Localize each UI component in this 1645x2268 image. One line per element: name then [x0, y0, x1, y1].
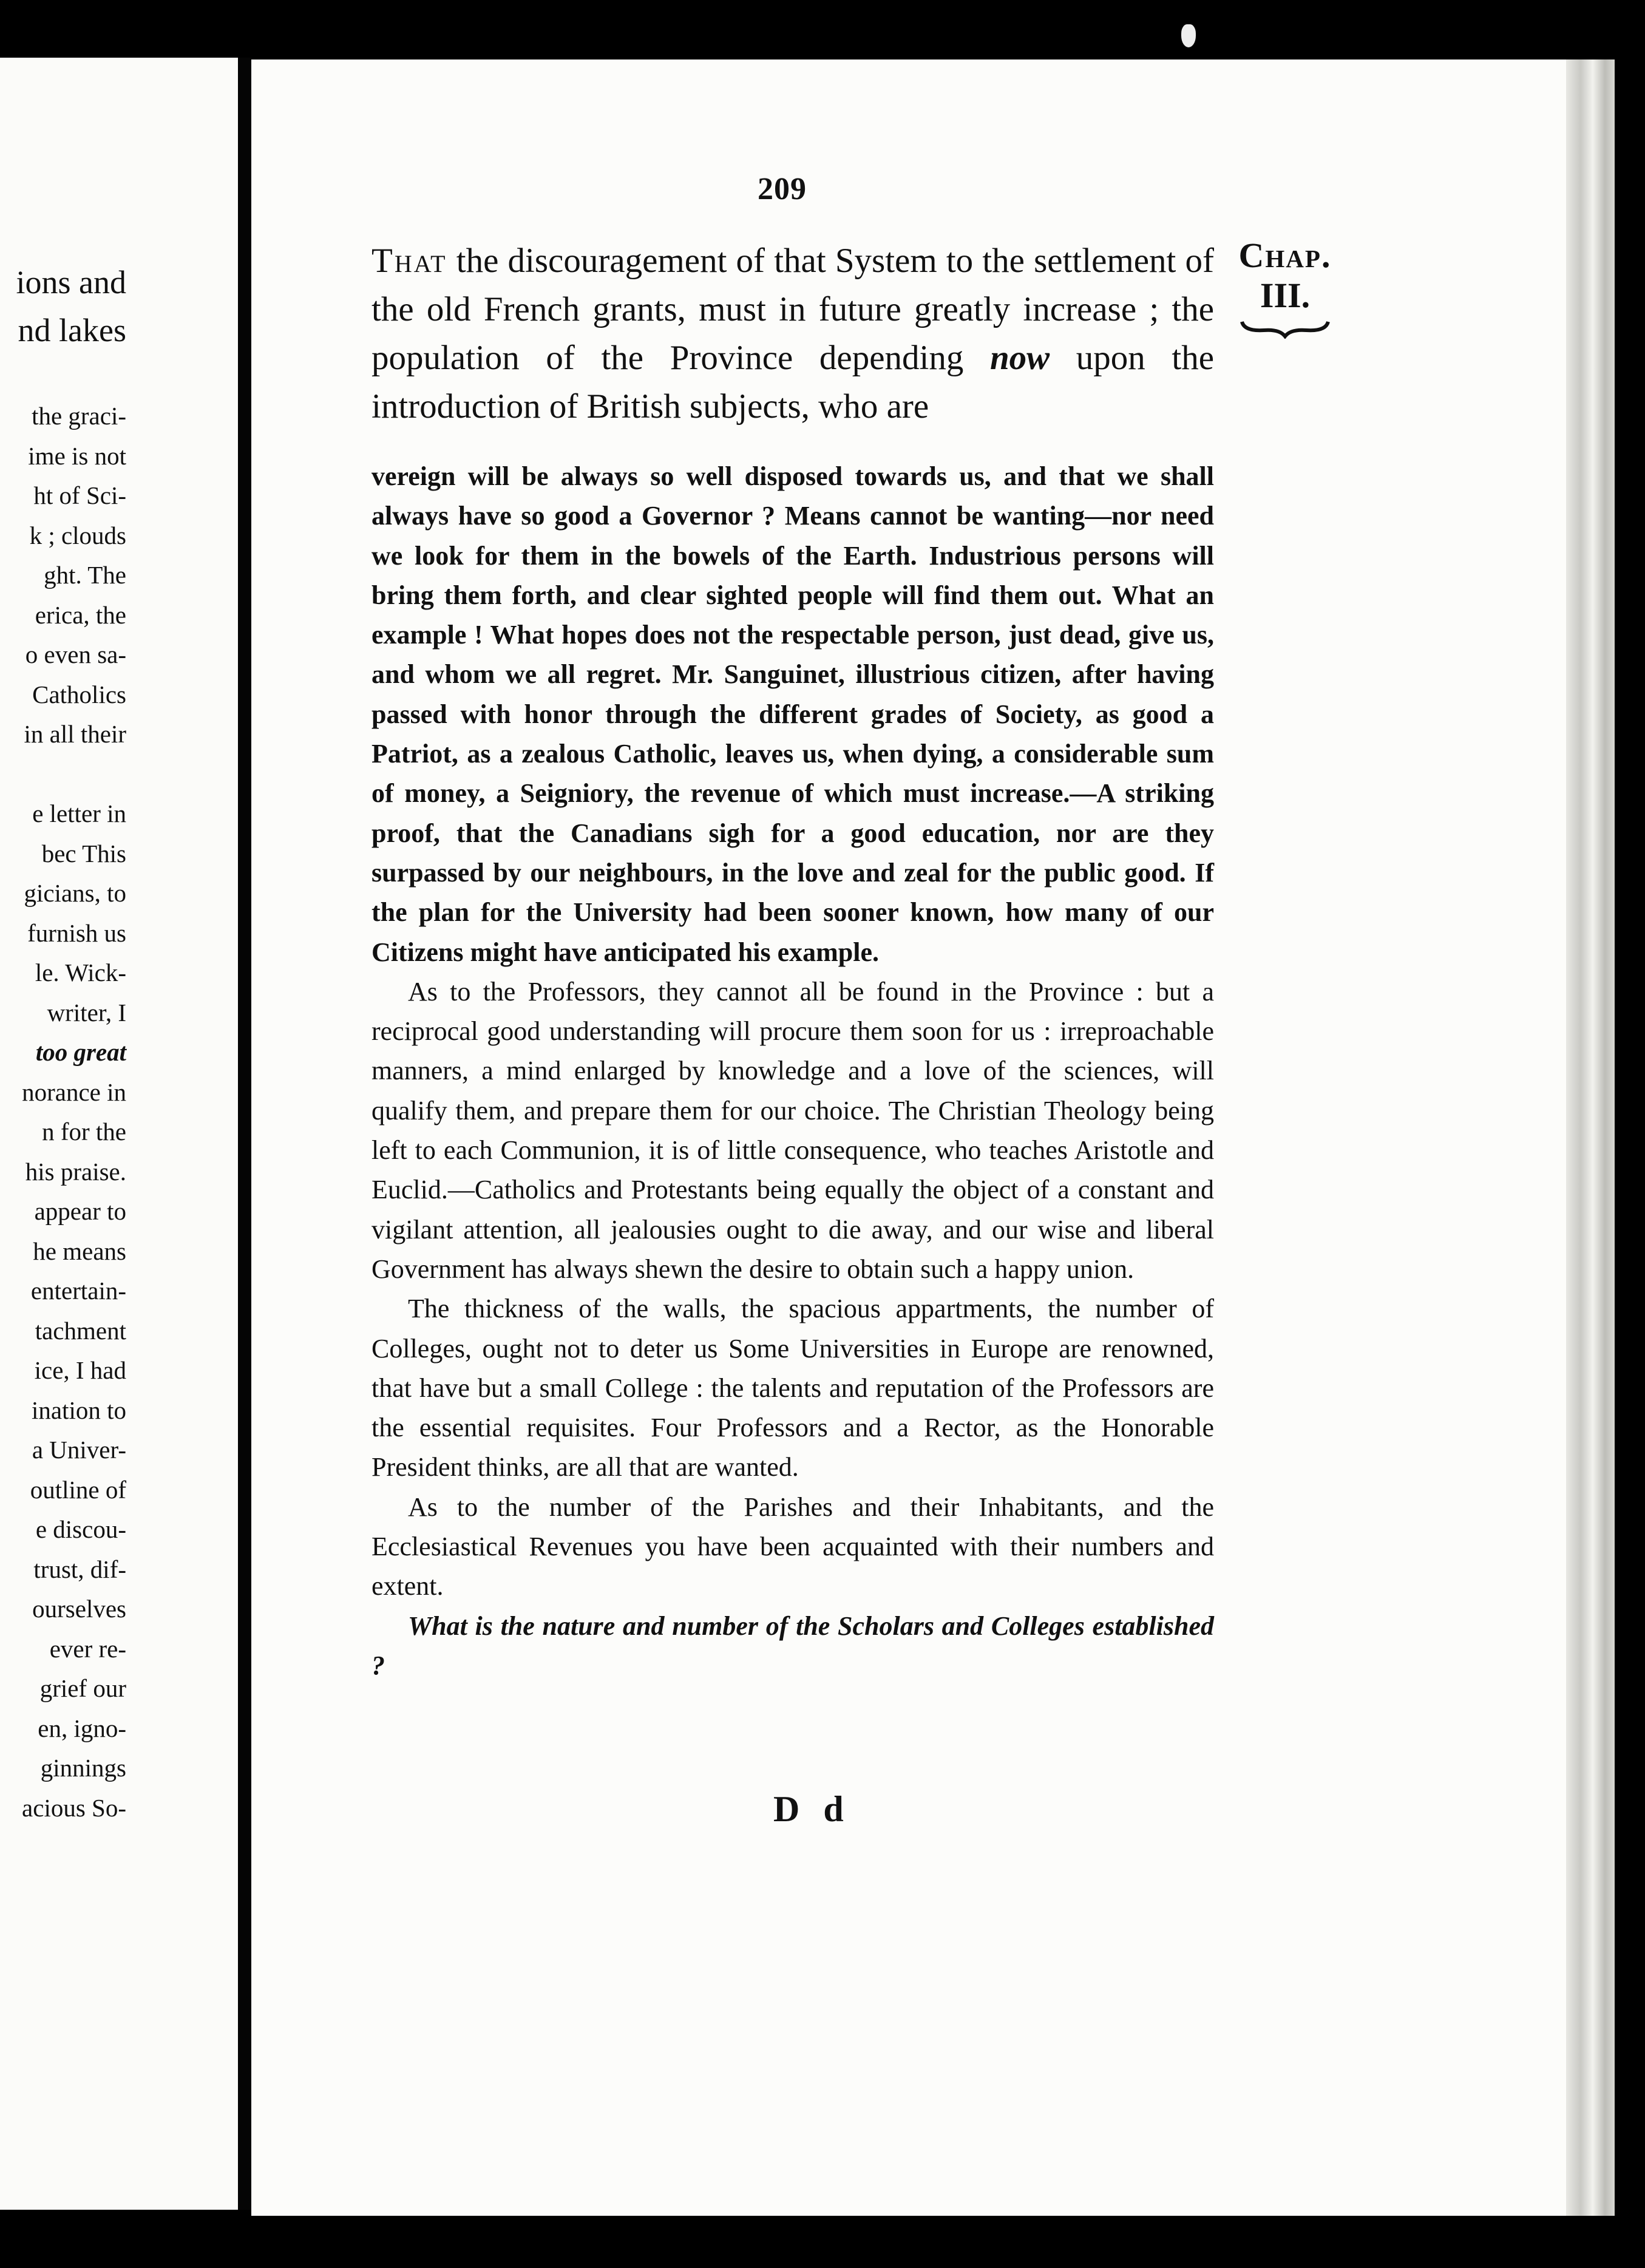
previous-page-text: [0, 258, 238, 1828]
left-line: ime is not: [28, 441, 126, 470]
chapter-number: III.: [1260, 276, 1311, 315]
previous-page: [0, 58, 238, 2210]
left-line: ginnings: [40, 1754, 126, 1782]
left-line: Catholics: [32, 680, 126, 708]
left-line: entertain-: [30, 1277, 126, 1305]
left-line: ght. The: [44, 561, 126, 589]
paragraph: vereign will be always so well disposed towards us, and that we shall always have so good a Governor ? Means cannot be wanting—nor need we look for them in the bowels of the Earth. Industrious persons will bring them forth, and clear sighted people will find them out. What an example ! What hopes does not the respectable person, just dead, give us, and whom we all regret. Mr. Sanguinet, illustrious citizen, after having passed with honor through the different grades of Society, as good a Patriot, as a zealous Catholic, leaves us, when dying, a considerable sum of money, a Seigniory, the revenue of which must increase.—A striking proof, that the Canadians sigh for a good education, nor are they surpassed by our neighbours, in the love and zeal for the public good. If the plan for the University had been sooner known, how many of our Citizens might have anticipated his example.: [371, 461, 1214, 967]
left-line: ourselves: [32, 1595, 126, 1623]
question-heading: What is the nature and number of the Scholars and Colleges established ?: [371, 1611, 1214, 1680]
left-line: norance in: [22, 1078, 126, 1106]
book-gutter: [238, 58, 251, 2210]
page-number: 209: [758, 172, 807, 206]
left-line: ever re-: [49, 1634, 126, 1663]
paragraph: As to the Professors, they cannot all be found in the Province : but a reciprocal good understanding will procure them soon for us : irreproachable manners, a mind enlarged by knowledge and a love of the sciences, will qualify them, and prepare them for our choice. The Christian Theology being left to each Communion, it is of little consequence, who teaches Aristotle and Euclid.—Catholics and Protestants being equally the object of a constant and vigilant attention, all jealousies ought to die away, and our wise and liberal Government has always shewn the desire to obtain such a happy union.: [371, 976, 1214, 1284]
left-line: the graci-: [32, 402, 126, 430]
left-line: en, igno-: [38, 1714, 126, 1742]
chapter-label: Chap.: [1238, 236, 1332, 275]
left-line: gicians, to: [24, 879, 126, 907]
left-line: his praise.: [25, 1157, 126, 1186]
left-line: nd lakes: [18, 312, 126, 348]
left-line: k ; clouds: [29, 521, 126, 549]
left-line: ice, I had: [34, 1356, 126, 1384]
left-line: bec This: [41, 839, 126, 867]
left-line: ination to: [31, 1396, 126, 1424]
left-line: erica, the: [35, 600, 126, 629]
left-line: outline of: [30, 1475, 126, 1504]
left-line: e letter in: [32, 800, 126, 827]
left-line: o even sa-: [25, 640, 126, 668]
intro-italic-word: now: [989, 339, 1050, 377]
paragraph: As to the number of the Parishes and their Inhabitants, and the Ecclesiastical Revenues you have been acquainted with their numbers and extent.: [371, 1492, 1214, 1601]
left-line: [0, 375, 126, 396]
left-line: tachment: [35, 1316, 126, 1345]
left-line: too great: [35, 1038, 126, 1066]
intro-paragraph: [371, 237, 1214, 431]
left-line: trust, dif-: [33, 1555, 126, 1583]
paragraph: The thickness of the walls, the spacious appartments, the number of Colleges, ought not to deter us Some Universities in Europe are renowned, that have but a small College : the talents and reputation of the Professors are the essential requisites. Four Professors and a Rector, as the Honorable President thinks, are all that are wanted.: [371, 1294, 1214, 1482]
curly-brace-icon: [1240, 318, 1331, 339]
left-line: le. Wick-: [35, 959, 126, 986]
left-line: he means: [33, 1237, 126, 1265]
intro-text-2: upon the introduction of British subjects, who are: [371, 339, 1214, 426]
left-line: grief our: [39, 1674, 126, 1702]
left-line: n for the: [42, 1118, 126, 1146]
left-line: [0, 755, 126, 795]
left-line: furnish us: [27, 918, 126, 947]
left-line: writer, I: [47, 998, 126, 1027]
intro-lead-word: That: [371, 242, 447, 280]
paper-speck: [1181, 24, 1196, 47]
left-line: [0, 354, 126, 375]
page-edges: [1566, 59, 1615, 2216]
left-line: e discou-: [35, 1515, 126, 1543]
left-line: ht of Sci-: [33, 481, 126, 509]
left-line: a Univer-: [32, 1436, 126, 1464]
chapter-margin-note: [1227, 236, 1343, 339]
intro-text-1: the discouragement of that System to the settlement of the old French grants, must in future greatly increase ; the population of the Province depending: [371, 242, 1214, 377]
left-line: acious So-: [22, 1793, 126, 1822]
body-text: [371, 457, 1214, 1685]
left-line: ions and: [16, 264, 126, 300]
left-line: appear to: [34, 1197, 126, 1225]
left-line: in all their: [24, 720, 126, 748]
signature-mark: D d: [773, 1789, 851, 1829]
